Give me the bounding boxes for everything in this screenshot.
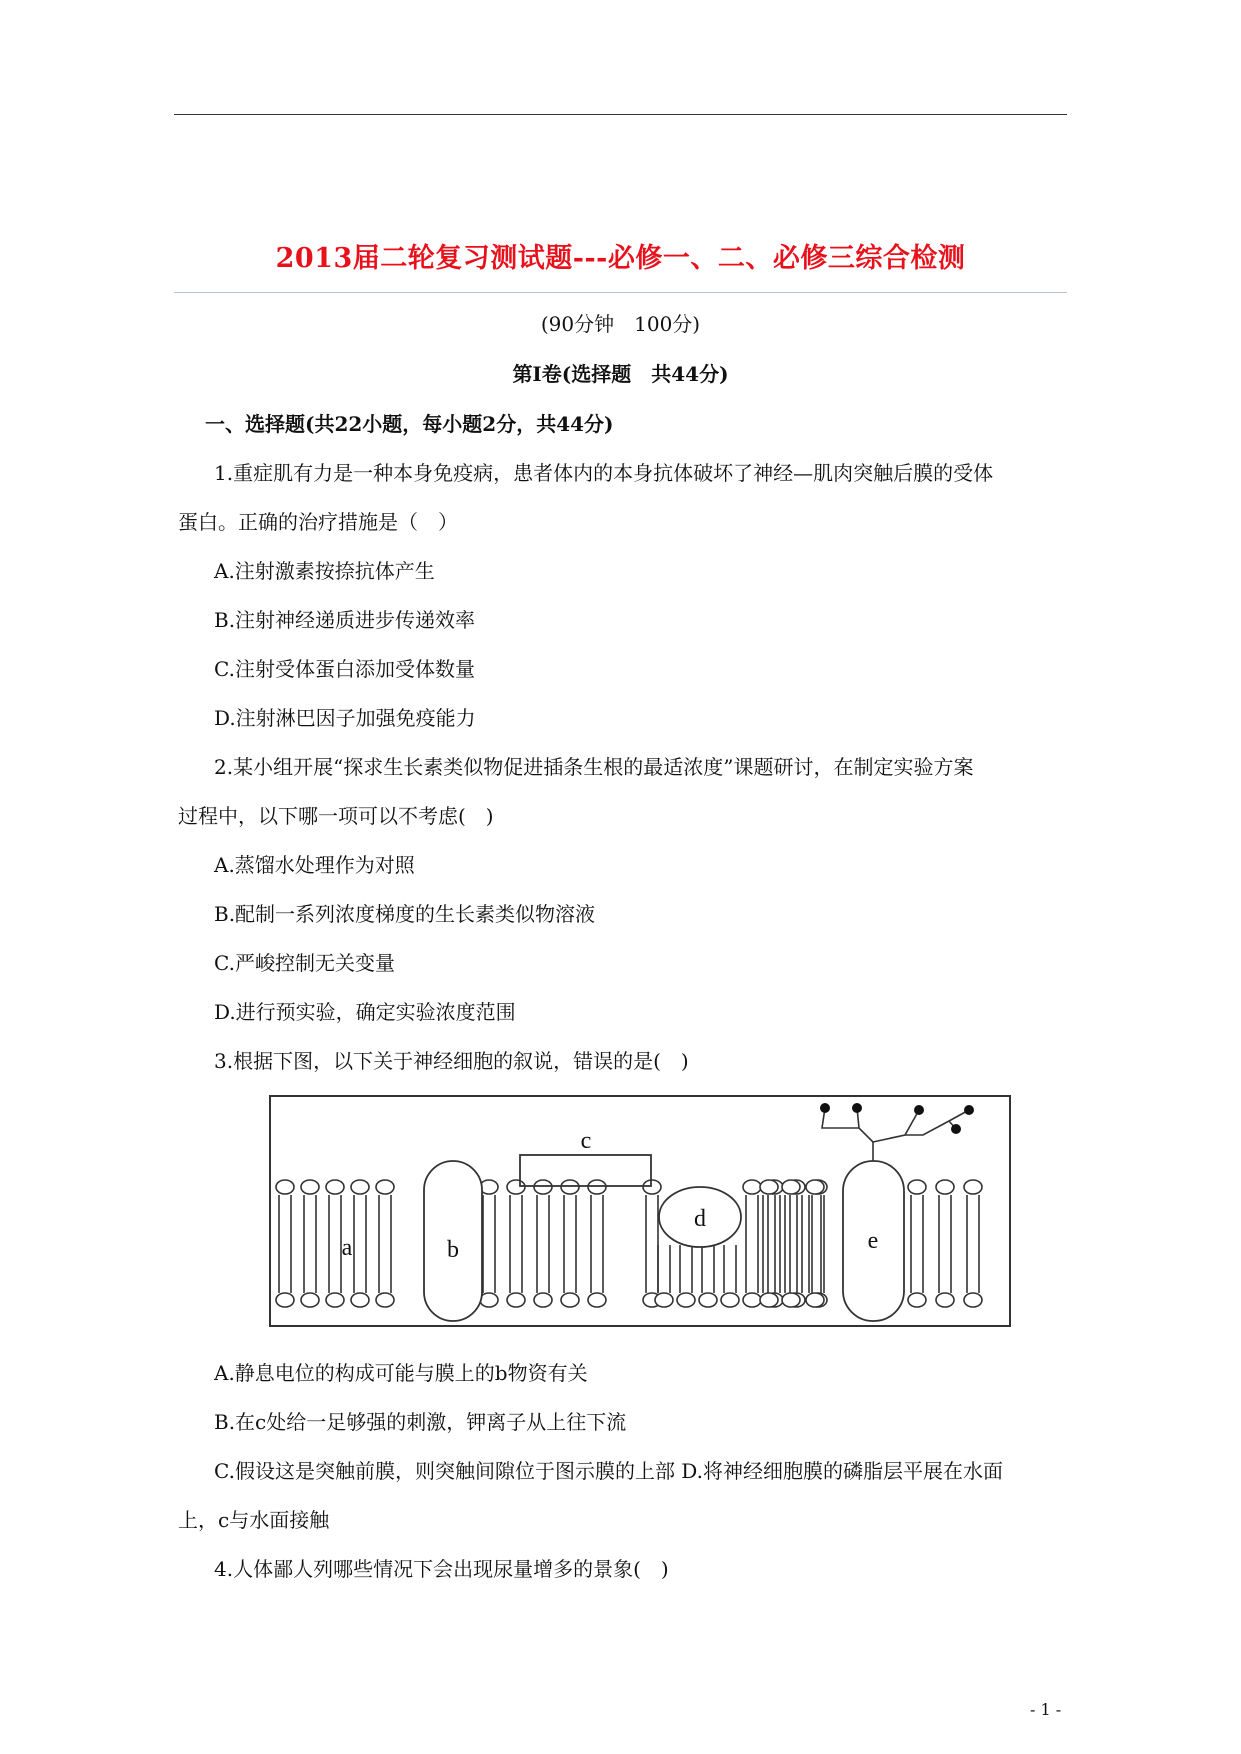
section-title: 第Ⅰ卷(选择题 共44分) [512, 362, 729, 386]
question-3-option-c-d: C.假设这是突触前膜，则突触间隙位于图示膜的上部 D.将神经细胞膜的磷脂层平展在水面 [214, 1459, 1003, 1483]
label-e: e [867, 1228, 879, 1254]
question-1-option-d: D.注射淋巴因子加强免疫能力 [214, 706, 476, 730]
question-3-option-a: A.静息电位的构成可能与膜上的b物资有关 [214, 1361, 588, 1385]
exam-meta: (90分钟 100分) [540, 312, 701, 336]
label-a: a [341, 1235, 353, 1261]
question-1-option-b: B.注射神经递质进步传递效率 [214, 608, 476, 632]
part-heading: 一、选择题(共22小题，每小题2分，共44分) [205, 412, 614, 436]
question-1-stem: 1.重症肌有力是一种本身免疫病，患者体内的本身抗体破坏了神经—肌肉突触后膜的受体 [214, 461, 994, 485]
question-1-stem-cont: 蛋白。正确的治疗措施是（ ） [178, 510, 458, 534]
document-title: 2013届二轮复习测试题---必修一、二、必修三综合检测 [275, 243, 966, 274]
title-rule [174, 292, 1067, 293]
question-2-stem: 2.某小组开展“探求生长素类似物促进插条生根的最适浓度”课题研讨，在制定实验方案 [214, 755, 974, 779]
label-b: b [447, 1237, 459, 1263]
label-d: d [694, 1206, 706, 1232]
question-1-option-a: A.注射激素按捺抗体产生 [214, 559, 435, 583]
question-2-option-d: D.进行预实验，确定实验浓度范围 [214, 1000, 516, 1024]
question-2-option-c: C.严峻控制无关变量 [214, 951, 395, 975]
question-4-stem: 4.人体鄙人列哪些情况下会出现尿量增多的景象( ) [214, 1557, 669, 1581]
page-number: - 1 - [1030, 1700, 1062, 1719]
question-2-stem-cont: 过程中，以下哪一项可以不考虑( ) [178, 804, 494, 828]
question-3-stem: 3.根据下图，以下关于神经细胞的叙说，错误的是( ) [214, 1049, 689, 1073]
question-2-option-b: B.配制一系列浓度梯度的生长素类似物溶液 [214, 902, 596, 926]
header-rule [174, 114, 1067, 115]
question-1-option-c: C.注射受体蛋白添加受体数量 [214, 657, 475, 681]
question-3-option-d-cont: 上，c与水面接触 [178, 1508, 330, 1532]
label-c: c [580, 1128, 592, 1154]
question-3-option-b: B.在c处给一足够强的刺激，钾离子从上往下流 [214, 1410, 627, 1434]
membrane-diagram [269, 1095, 1011, 1327]
question-2-option-a: A.蒸馏水处理作为对照 [214, 853, 415, 877]
